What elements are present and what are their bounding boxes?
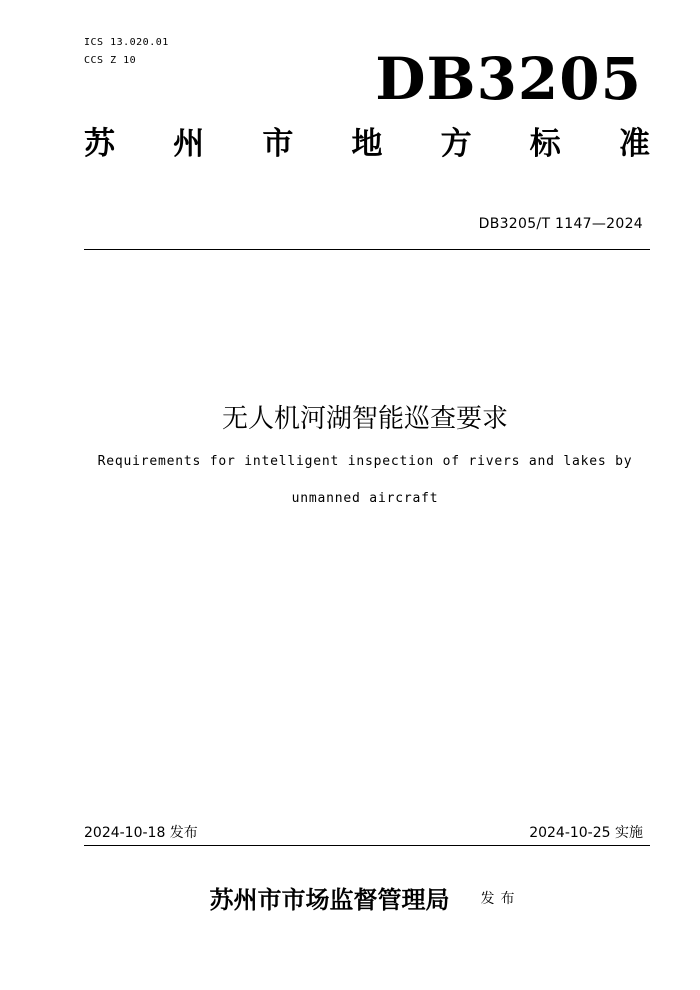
release-date: 2024-10-18 发布 bbox=[84, 825, 198, 841]
standard-number: DB3205/T 1147—2024 bbox=[478, 216, 643, 232]
issuer-line bbox=[0, 880, 700, 915]
standard-type-char: 地 bbox=[351, 126, 383, 162]
standard-type-char: 苏 bbox=[84, 126, 115, 162]
title-english-line1: Requirements for intelligent inspection of rivers and lakes by bbox=[97, 454, 633, 469]
title-chinese: 无人机河湖智能巡查要求 bbox=[221, 404, 508, 434]
standard-type-char: 市 bbox=[262, 126, 294, 162]
issue-word: 发布 bbox=[480, 890, 521, 907]
standard-type-char: 标 bbox=[529, 126, 561, 162]
standard-type-char: 方 bbox=[440, 126, 472, 162]
bottom-divider bbox=[84, 845, 650, 846]
standard-type-char: 准 bbox=[618, 126, 650, 162]
standard-code-logo: DB3205 bbox=[375, 45, 642, 113]
standard-type-char: 州 bbox=[173, 126, 205, 162]
title-english-line2: unmanned aircraft bbox=[291, 491, 439, 506]
standard-type bbox=[84, 118, 650, 163]
top-divider bbox=[84, 249, 650, 250]
implementation-date: 2024-10-25 实施 bbox=[529, 825, 643, 841]
issuer-name: 苏州市市场监督管理局 bbox=[209, 885, 450, 914]
ics-code: ICS 13.020.01 bbox=[84, 37, 169, 48]
ccs-code: CCS Z 10 bbox=[84, 55, 137, 66]
